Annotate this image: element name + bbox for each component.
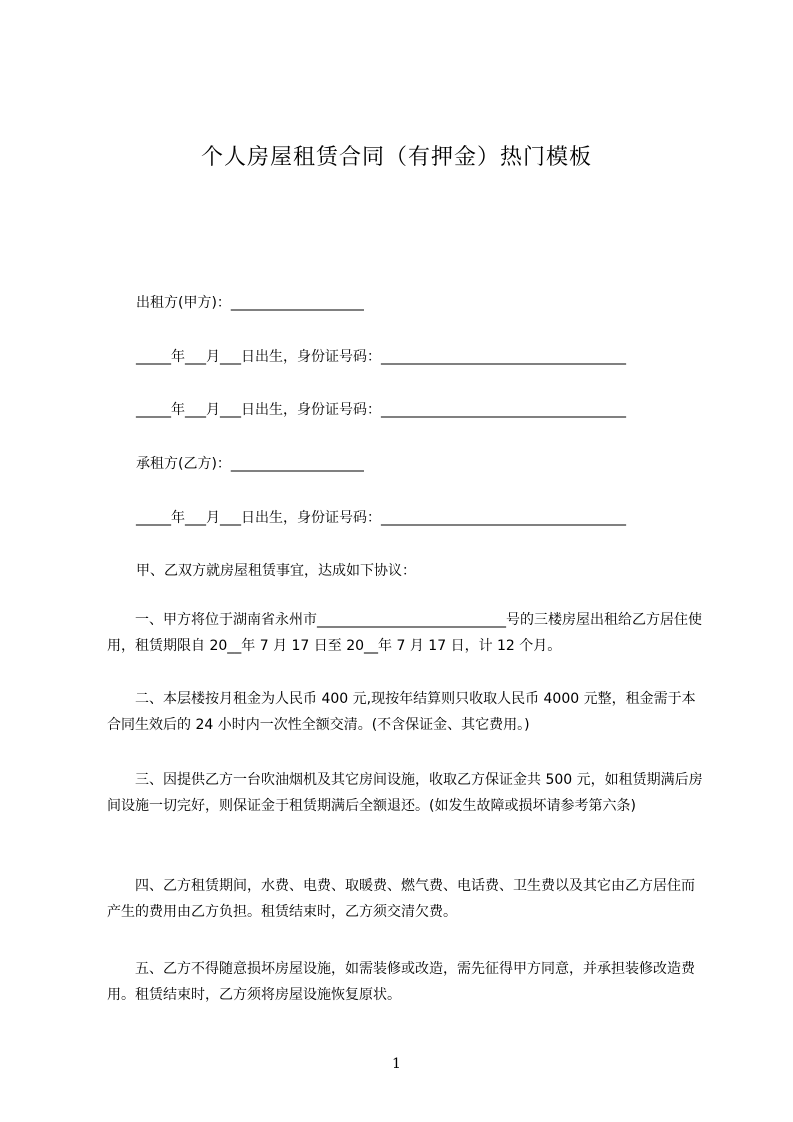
clause-2: 二、本层楼按月租金为人民币 400 元,现按年结算则只收取人民币 4000 元整，租金需于本合同生效后的 24 小时内一次性全额交清。(不含保证金、其它费用。) bbox=[107, 691, 696, 733]
document-title: 个人房屋租赁合同（有押金）热门模板 bbox=[200, 145, 592, 170]
lessee-line: 承租方(乙方)：___________________ bbox=[136, 456, 364, 472]
clause-5: 五、乙方不得随意损坏房屋设施，如需装修或改造，需先征得甲方同意，并承担装修改造费用。租赁结束时，乙方须将房屋设施恢复原状。 bbox=[107, 961, 695, 1003]
clause-4: 四、乙方租赁期间，水费、电费、取暖费、燃气费、电话费、卫生费以及其它由乙方居住而产生的费用由乙方负担。租赁结束时，乙方须交清欠费。 bbox=[107, 878, 695, 920]
lessee-birth-id-line: _____年___月___日出生，身份证号码：___________________________________ bbox=[136, 510, 626, 526]
page-number: 1 bbox=[392, 1056, 401, 1072]
intro-line: 甲、乙双方就房屋租赁事宜，达成如下协议： bbox=[136, 563, 416, 579]
lessor-birth-id-line-2: _____年___月___日出生，身份证号码：___________________________________ bbox=[136, 402, 626, 418]
lessor-line: 出租方(甲方)：___________________ bbox=[136, 295, 364, 311]
lessor-birth-id-line-1: _____年___月___日出生，身份证号码：___________________________________ bbox=[136, 349, 626, 365]
clause-1: 一、甲方将位于湖南省永州市___________________________号的三楼房屋出租给乙方居住使用，租赁期限自 20__年 7 月 17 日至 20__年 7 月 17 日，计 12 个月。 bbox=[107, 612, 702, 654]
clause-3: 三、因提供乙方一台吹油烟机及其它房间设施，收取乙方保证金共 500 元，如租赁期满后房间设施一切完好，则保证金于租赁期满后全额退还。(如发生故障或损坏请参考第六条) bbox=[107, 772, 703, 814]
